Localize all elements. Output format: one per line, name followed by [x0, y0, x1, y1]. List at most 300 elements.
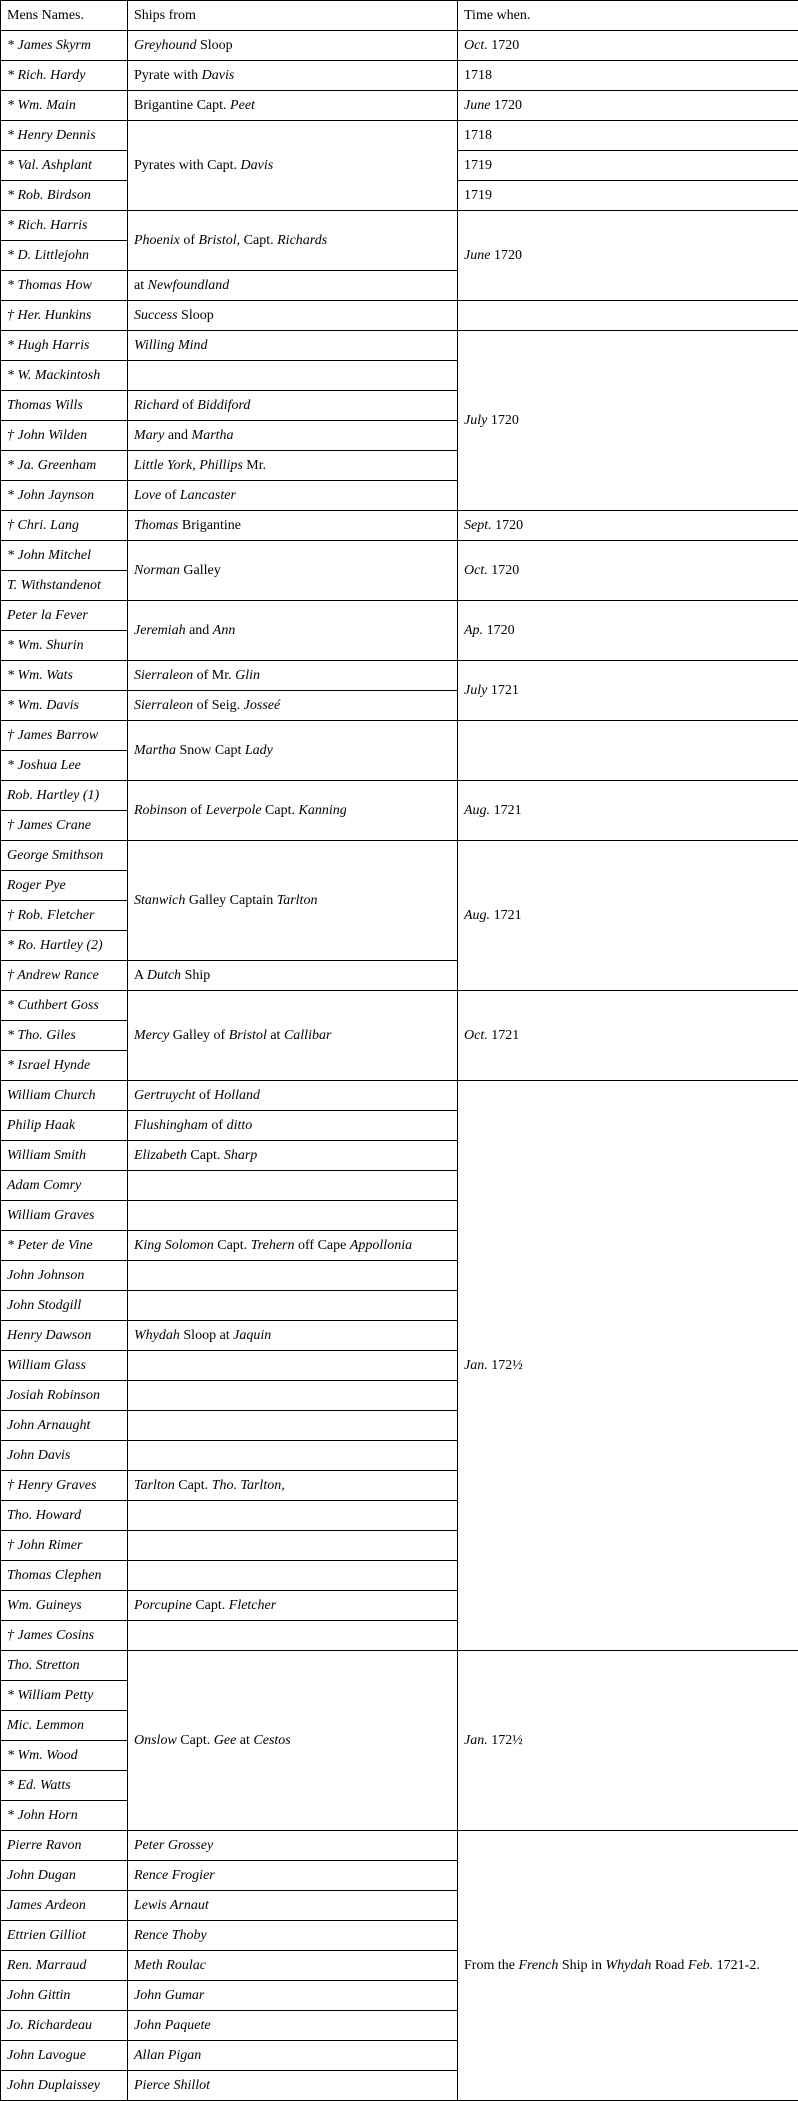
crew-name-cell — [1, 901, 128, 931]
crew-name: † John Wilden — [7, 428, 88, 443]
ship-from-cell — [128, 541, 458, 601]
crew-name: Peter la Fever — [7, 608, 88, 623]
crew-name: † Chri. Lang — [7, 518, 79, 533]
time-when-cell — [458, 211, 798, 301]
text-segment: Jan. — [464, 1733, 488, 1748]
crew-name: * Wm. Davis — [7, 698, 79, 713]
time-when-cell — [458, 781, 798, 841]
time-when-cell — [458, 991, 798, 1081]
ship-from-cell — [128, 1141, 458, 1171]
text-segment: Lewis Arnaut — [134, 1898, 209, 1913]
ship-from-cell — [128, 991, 458, 1081]
ship-from-cell — [128, 1531, 458, 1561]
crew-name: * Joshua Lee — [7, 758, 81, 773]
ship-from-cell — [128, 1651, 458, 1831]
text-segment: Dutch — [146, 968, 182, 983]
crew-name-cell — [1, 1531, 128, 1561]
crew-name: John Davis — [7, 1448, 71, 1463]
text-segment: Robinson — [134, 803, 187, 818]
text-segment: Kanning — [298, 803, 347, 818]
text-segment: French — [518, 1958, 559, 1973]
text-segment: Pyrate with — [134, 68, 202, 83]
crew-name-cell — [1, 331, 128, 361]
text-segment: 1721 — [490, 908, 522, 923]
crew-name: George Smithson — [7, 848, 104, 863]
crew-name: * Ed. Watts — [7, 1778, 71, 1793]
text-segment: June — [464, 98, 491, 113]
text-segment: Rence Thoby — [134, 1928, 207, 1943]
crew-name-cell — [1, 2011, 128, 2041]
ship-from-cell — [128, 2071, 458, 2101]
ship-from-cell — [128, 1561, 458, 1591]
ship-from-cell — [128, 31, 458, 61]
text-segment: Sloop — [196, 38, 233, 53]
text-segment: Ship in — [558, 1958, 606, 1973]
crew-name: Henry Dawson — [7, 1328, 92, 1343]
crew-name: † John Rimer — [7, 1538, 83, 1553]
crew-name-cell — [1, 721, 128, 751]
crew-name: * Ja. Greenham — [7, 458, 97, 473]
ship-from-cell — [128, 1411, 458, 1441]
text-segment: Newfoundland — [147, 278, 230, 293]
crew-name: Adam Comry — [7, 1178, 82, 1193]
text-segment: Ship — [181, 968, 211, 983]
crew-name-cell — [1, 1861, 128, 1891]
crew-name-cell — [1, 361, 128, 391]
ship-from-cell — [128, 91, 458, 121]
crew-name: Pierre Ravon — [7, 1838, 82, 1853]
time-when-cell — [458, 181, 798, 211]
text-segment: at — [266, 1028, 284, 1043]
ship-from-cell — [128, 1201, 458, 1231]
crew-name-cell — [1, 1771, 128, 1801]
text-segment: and — [185, 623, 213, 638]
text-segment: of — [178, 398, 198, 413]
text-segment: Jaquin — [233, 1328, 272, 1343]
text-segment: Thomas — [134, 518, 179, 533]
header-row — [1, 1, 798, 31]
ship-from-cell — [128, 691, 458, 721]
text-segment: Mary — [134, 428, 165, 443]
crew-name: * Rob. Birdson — [7, 188, 91, 203]
text-segment: Tarlton — [134, 1478, 175, 1493]
text-segment: 1721 — [487, 1028, 520, 1043]
text-segment: Capt. — [186, 1148, 224, 1163]
crew-name-cell — [1, 1711, 128, 1741]
crew-name-cell — [1, 931, 128, 961]
ship-from-cell — [128, 1861, 458, 1891]
crew-name-cell — [1, 1561, 128, 1591]
ship-from-cell — [128, 1351, 458, 1381]
crew-name: * Ro. Hartley (2) — [7, 938, 103, 953]
ship-from-cell — [128, 661, 458, 691]
ship-from-cell — [128, 451, 458, 481]
crew-name: William Church — [7, 1088, 96, 1103]
crew-name-cell — [1, 991, 128, 1021]
crew-name-cell — [1, 1681, 128, 1711]
crew-name: * Cuthbert Goss — [7, 998, 99, 1013]
crew-name-cell — [1, 1951, 128, 1981]
text-segment: June — [464, 248, 491, 263]
time-when-cell — [458, 841, 798, 991]
crew-name: Roger Pye — [7, 878, 66, 893]
crew-name: * Wm. Main — [7, 98, 76, 113]
text-segment: Norman — [134, 563, 180, 578]
text-segment: Leverpole — [205, 803, 262, 818]
crew-name: * John Horn — [7, 1808, 78, 1823]
text-segment: Love — [134, 488, 162, 503]
crew-name: John Lavogue — [7, 2048, 86, 2063]
text-segment: 1718 — [464, 68, 492, 83]
crew-name: Tho. Howard — [7, 1508, 82, 1523]
text-segment: 1721 — [490, 803, 522, 818]
text-segment: Whydah — [134, 1328, 180, 1343]
table-row — [1, 511, 798, 541]
ship-from-cell — [128, 301, 458, 331]
text-segment: at — [236, 1733, 254, 1748]
ship-from-cell — [128, 1171, 458, 1201]
crew-name: John Arnaught — [7, 1418, 91, 1433]
time-when-cell — [458, 511, 798, 541]
text-segment: Whydah — [605, 1958, 652, 1973]
text-segment: 1720 — [487, 563, 520, 578]
crew-name: John Gittin — [7, 1988, 71, 2003]
crew-name: T. Withstandenot — [7, 578, 101, 593]
ship-from-cell — [128, 2041, 458, 2071]
crew-name: John Dugan — [7, 1868, 76, 1883]
crew-name-cell — [1, 1111, 128, 1141]
text-segment: Onslow — [134, 1733, 177, 1748]
time-when-cell — [458, 1831, 798, 2101]
ship-from-cell — [128, 61, 458, 91]
crew-name-cell — [1, 1621, 128, 1651]
text-segment: Peet — [230, 98, 255, 113]
ship-from-cell — [128, 121, 458, 211]
text-segment: Glin — [235, 668, 260, 683]
text-segment: of — [207, 1118, 227, 1133]
text-segment: Cestos — [253, 1733, 291, 1748]
ship-from-cell — [128, 1111, 458, 1141]
crew-name-cell — [1, 151, 128, 181]
text-segment: Capt. — [174, 1478, 212, 1493]
text-segment: Capt. — [191, 1598, 229, 1613]
text-segment: of Seig. — [193, 698, 244, 713]
time-when-cell — [458, 331, 798, 511]
crew-name: † Rob. Fletcher — [7, 908, 95, 923]
ship-from-cell — [128, 1441, 458, 1471]
text-segment: 1720 — [491, 518, 524, 533]
text-segment: Pierce Shillot — [134, 2078, 211, 2093]
crew-name: Mic. Lemmon — [7, 1718, 84, 1733]
roster-body — [1, 31, 798, 2101]
table-row — [1, 781, 798, 811]
text-segment: Jan. — [464, 1358, 488, 1373]
table-row — [1, 211, 798, 241]
crew-name-cell — [1, 541, 128, 571]
time-when-cell — [458, 601, 798, 661]
ship-from-cell — [128, 271, 458, 301]
text-segment: of — [161, 488, 180, 503]
text-segment: Gertruycht — [134, 1088, 196, 1103]
text-segment: Martha — [191, 428, 234, 443]
crew-name-cell — [1, 1021, 128, 1051]
crew-name: Josiah Robinson — [7, 1388, 100, 1403]
table-row — [1, 601, 798, 631]
crew-name: Rob. Hartley (1) — [7, 788, 100, 803]
text-segment: ditto — [226, 1118, 253, 1133]
crew-name-cell — [1, 391, 128, 421]
table-row — [1, 91, 798, 121]
text-segment: Little York, Phillips — [134, 458, 243, 473]
crew-name-cell — [1, 1411, 128, 1441]
crew-name-cell — [1, 1921, 128, 1951]
table-row — [1, 991, 798, 1021]
time-when-cell — [458, 301, 798, 331]
crew-name: * Rich. Hardy — [7, 68, 86, 83]
table-row — [1, 721, 798, 751]
text-segment: Snow Capt — [176, 743, 245, 758]
ship-from-cell — [128, 961, 458, 991]
text-segment: Josseé — [243, 698, 281, 713]
text-segment: of — [179, 233, 199, 248]
time-when-cell — [458, 91, 798, 121]
text-segment: Flushingham — [134, 1118, 208, 1133]
crew-name: Philip Haak — [7, 1118, 76, 1133]
crew-name: † Andrew Rance — [7, 968, 99, 983]
crew-name: * John Mitchel — [7, 548, 91, 563]
text-segment: Sept. — [464, 518, 492, 533]
crew-name-cell — [1, 661, 128, 691]
crew-name-cell — [1, 1891, 128, 1921]
time-when-cell — [458, 1651, 798, 1831]
time-when-cell — [458, 31, 798, 61]
table-row — [1, 1831, 798, 1861]
crew-name-cell — [1, 1501, 128, 1531]
time-when-cell — [458, 121, 798, 151]
crew-name: John Johnson — [7, 1268, 85, 1283]
table-row — [1, 121, 798, 151]
header-time-when: Time when. — [458, 1, 798, 31]
ship-from-cell — [128, 1231, 458, 1261]
ship-from-cell — [128, 601, 458, 661]
text-segment: Ann — [212, 623, 236, 638]
table-row — [1, 1651, 798, 1681]
table-row — [1, 841, 798, 871]
ship-from-cell — [128, 361, 458, 391]
ship-from-cell — [128, 1321, 458, 1351]
ship-from-cell — [128, 1291, 458, 1321]
time-when-cell — [458, 61, 798, 91]
header-mens-names: Mens Names. — [1, 1, 128, 31]
text-segment: , Capt. — [236, 233, 278, 248]
text-segment: 1718 — [464, 128, 492, 143]
ship-from-cell — [128, 211, 458, 271]
text-segment: Mr. — [242, 458, 267, 473]
crew-name: * Hugh Harris — [7, 338, 90, 353]
crew-name: James Ardeon — [7, 1898, 86, 1913]
crew-name-cell — [1, 1441, 128, 1471]
crew-name-cell — [1, 691, 128, 721]
ship-from-cell — [128, 1261, 458, 1291]
crew-name-cell — [1, 961, 128, 991]
crew-name: * James Skyrm — [7, 38, 91, 53]
crew-name-cell — [1, 271, 128, 301]
text-segment: Mercy — [134, 1028, 170, 1043]
crew-name-cell — [1, 781, 128, 811]
text-segment: 172½ — [487, 1733, 523, 1748]
text-segment: Success — [134, 308, 178, 323]
text-segment: Davis — [240, 158, 274, 173]
crew-name-cell — [1, 841, 128, 871]
text-segment: Elizabeth — [134, 1148, 187, 1163]
crew-name: Thomas Wills — [7, 398, 83, 413]
text-segment: Feb. — [687, 1958, 714, 1973]
text-segment: A — [134, 968, 147, 983]
crew-name: * Wm. Wood — [7, 1748, 78, 1763]
crew-name-cell — [1, 451, 128, 481]
text-segment: John Gumar — [134, 1988, 205, 2003]
text-segment: Aug. — [464, 908, 491, 923]
crew-name-cell — [1, 1801, 128, 1831]
ship-from-cell — [128, 481, 458, 511]
text-segment: Pyrates with Capt. — [134, 158, 241, 173]
ship-from-cell — [128, 1981, 458, 2011]
crew-name-cell — [1, 91, 128, 121]
ship-from-cell — [128, 841, 458, 961]
text-segment: 1721 — [487, 683, 519, 698]
crew-name: † James Cosins — [7, 1628, 95, 1643]
text-segment: Galley of — [169, 1028, 229, 1043]
table-row — [1, 331, 798, 361]
text-segment: Oct. — [464, 1028, 488, 1043]
time-when-cell — [458, 721, 798, 781]
crew-name: * William Petty — [7, 1688, 94, 1703]
ship-from-cell — [128, 1471, 458, 1501]
text-segment: Lancaster — [179, 488, 236, 503]
text-segment: Oct. — [464, 38, 488, 53]
text-segment: Ap. — [464, 623, 484, 638]
crew-name-cell — [1, 1081, 128, 1111]
crew-name-cell — [1, 1981, 128, 2011]
crew-name: Thomas Clephen — [7, 1568, 102, 1583]
text-segment: Martha — [134, 743, 176, 758]
text-segment: Stanwich — [134, 893, 186, 908]
crew-name-cell — [1, 31, 128, 61]
text-segment: Callibar — [283, 1028, 332, 1043]
text-segment: Sierraleon — [134, 668, 194, 683]
crew-name-cell — [1, 601, 128, 631]
ship-from-cell — [128, 1891, 458, 1921]
text-segment: Davis — [201, 68, 235, 83]
crew-name-cell — [1, 571, 128, 601]
text-segment: 1720 — [490, 248, 522, 263]
ship-from-cell — [128, 331, 458, 361]
crew-name: John Duplaissey — [7, 2078, 100, 2093]
text-segment: Tho. Tarlton, — [211, 1478, 285, 1493]
crew-name-cell — [1, 2071, 128, 2101]
text-segment: of Mr. — [193, 668, 236, 683]
text-segment: Sharp — [223, 1148, 258, 1163]
crew-name: * Val. Ashplant — [7, 158, 92, 173]
crew-name-cell — [1, 481, 128, 511]
time-when-cell — [458, 541, 798, 601]
crew-name: Wm. Guineys — [7, 1598, 82, 1613]
crew-name-cell — [1, 1471, 128, 1501]
crew-name-cell — [1, 511, 128, 541]
crew-name: * D. Littlejohn — [7, 248, 90, 263]
text-segment: off Cape — [294, 1238, 350, 1253]
header-ships-from: Ships from — [128, 1, 458, 31]
table-row — [1, 1081, 798, 1111]
text-segment: Sloop — [177, 308, 214, 323]
crew-name: † James Crane — [7, 818, 91, 833]
crew-name: † Henry Graves — [7, 1478, 97, 1493]
crew-name-cell — [1, 211, 128, 241]
text-segment: Tarlton — [276, 893, 318, 908]
text-segment: From the — [464, 1958, 519, 1973]
text-segment: Willing Mind — [134, 338, 208, 353]
text-segment: July — [464, 413, 488, 428]
text-segment: Brigantine — [178, 518, 241, 533]
text-segment: Peter Grossey — [134, 1838, 214, 1853]
text-segment: 1719 — [464, 158, 492, 173]
table-row — [1, 661, 798, 691]
text-segment: Porcupine — [134, 1598, 192, 1613]
ship-from-cell — [128, 1831, 458, 1861]
text-segment: Phoenix — [134, 233, 180, 248]
text-segment: at — [134, 278, 148, 293]
crew-name: † James Barrow — [7, 728, 99, 743]
text-segment: 1719 — [464, 188, 492, 203]
crew-name-cell — [1, 1231, 128, 1261]
text-segment: Gee — [213, 1733, 237, 1748]
text-segment: Oct. — [464, 563, 488, 578]
text-segment: Brigantine Capt. — [134, 98, 231, 113]
crew-name: William Glass — [7, 1358, 86, 1373]
crew-name-cell — [1, 301, 128, 331]
crew-name: William Smith — [7, 1148, 86, 1163]
crew-name: * W. Mackintosh — [7, 368, 101, 383]
text-segment: Sloop at — [179, 1328, 234, 1343]
text-segment: 1720 — [487, 38, 520, 53]
crew-name: * Rich. Harris — [7, 218, 88, 233]
crew-name-cell — [1, 1651, 128, 1681]
text-segment: of — [186, 803, 206, 818]
crew-name: William Graves — [7, 1208, 95, 1223]
text-segment: Galley — [179, 563, 221, 578]
crew-name-cell — [1, 1171, 128, 1201]
text-segment: Bristol — [228, 1028, 267, 1043]
crew-name-cell — [1, 1831, 128, 1861]
crew-name: * Henry Dennis — [7, 128, 96, 143]
crew-name: * Wm. Shurin — [7, 638, 84, 653]
time-when-cell — [458, 661, 798, 721]
text-segment: Meth Roulac — [134, 1958, 206, 1973]
ship-from-cell — [128, 391, 458, 421]
ship-from-cell — [128, 1381, 458, 1411]
text-segment: Jeremiah — [134, 623, 186, 638]
ship-from-cell — [128, 781, 458, 841]
crew-name: Jo. Richardeau — [7, 2018, 93, 2033]
text-segment: and — [164, 428, 192, 443]
crew-name-cell — [1, 1261, 128, 1291]
text-segment: Road — [651, 1958, 688, 1973]
text-segment: 1720 — [490, 98, 522, 113]
text-segment: 1721-2. — [713, 1958, 760, 1973]
text-segment: Rence Frogier — [134, 1868, 215, 1883]
crew-name: * Israel Hynde — [7, 1058, 91, 1073]
time-when-cell — [458, 151, 798, 181]
